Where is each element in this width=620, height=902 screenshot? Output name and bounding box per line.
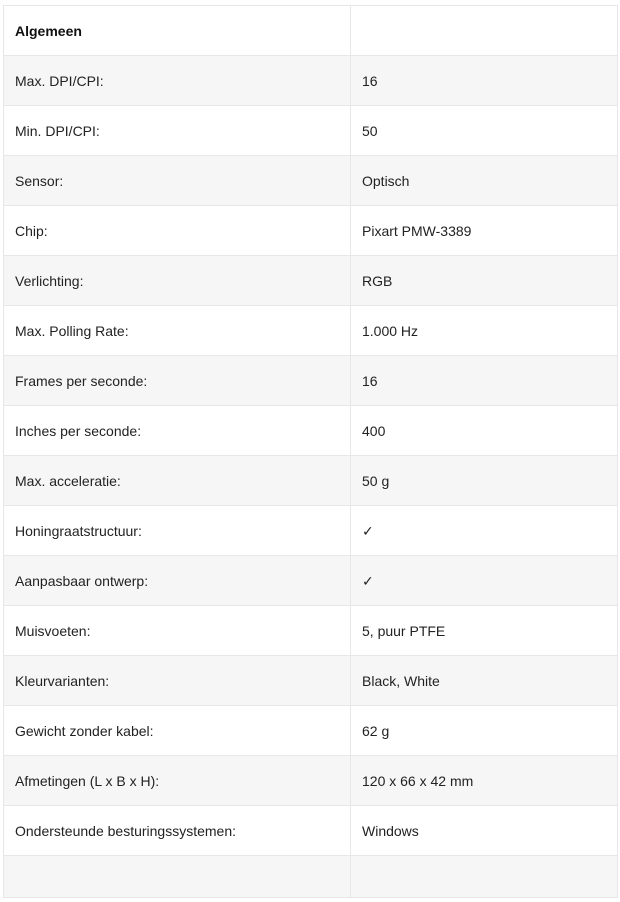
empty-cell xyxy=(4,856,351,898)
spec-label: Inches per seconde: xyxy=(4,406,351,456)
empty-cell xyxy=(351,856,618,898)
spec-table xyxy=(3,5,618,898)
table-row xyxy=(4,606,618,656)
spec-value: RGB xyxy=(351,256,618,306)
spec-value: 50 xyxy=(351,106,618,156)
spec-label: Gewicht zonder kabel: xyxy=(4,706,351,756)
spec-label: Max. acceleratie: xyxy=(4,456,351,506)
spec-label: Muisvoeten: xyxy=(4,606,351,656)
spec-label: Sensor: xyxy=(4,156,351,206)
spec-label: Kleurvarianten: xyxy=(4,656,351,706)
spec-label: Verlichting: xyxy=(4,256,351,306)
table-row xyxy=(4,656,618,706)
spec-value: Black, White xyxy=(351,656,618,706)
spec-label: Ondersteunde besturingssystemen: xyxy=(4,806,351,856)
table-row xyxy=(4,156,618,206)
spec-label: Min. DPI/CPI: xyxy=(4,106,351,156)
spec-value: 62 g xyxy=(351,706,618,756)
spec-value: 400 xyxy=(351,406,618,456)
section-header-empty-cell xyxy=(351,6,618,56)
spec-label: Honingraatstructuur: xyxy=(4,506,351,556)
table-row xyxy=(4,406,618,456)
spec-value: 16 xyxy=(351,56,618,106)
table-row xyxy=(4,706,618,756)
spec-label: Chip: xyxy=(4,206,351,256)
table-row xyxy=(4,206,618,256)
spec-label: Max. DPI/CPI: xyxy=(4,56,351,106)
spec-value: 16 xyxy=(351,356,618,406)
spec-value: Windows xyxy=(351,806,618,856)
spec-value: 5, puur PTFE xyxy=(351,606,618,656)
spec-value: Optisch xyxy=(351,156,618,206)
spec-label: Aanpasbaar ontwerp: xyxy=(4,556,351,606)
table-row xyxy=(4,356,618,406)
table-row xyxy=(4,806,618,856)
table-row xyxy=(4,256,618,306)
spec-value: 50 g xyxy=(351,456,618,506)
empty-table-row xyxy=(4,856,618,898)
table-row xyxy=(4,56,618,106)
table-row xyxy=(4,506,618,556)
spec-label: Afmetingen (L x B x H): xyxy=(4,756,351,806)
spec-value: 120 x 66 x 42 mm xyxy=(351,756,618,806)
spec-label: Frames per seconde: xyxy=(4,356,351,406)
spec-value: ✓ xyxy=(351,556,618,606)
section-title: Algemeen xyxy=(4,6,351,56)
section-header-row xyxy=(4,6,618,56)
spec-value: Pixart PMW-3389 xyxy=(351,206,618,256)
table-row xyxy=(4,756,618,806)
table-row xyxy=(4,106,618,156)
table-row xyxy=(4,556,618,606)
spec-table-body xyxy=(4,6,618,898)
spec-value: ✓ xyxy=(351,506,618,556)
spec-value: 1.000 Hz xyxy=(351,306,618,356)
table-row xyxy=(4,306,618,356)
table-row xyxy=(4,456,618,506)
spec-label: Max. Polling Rate: xyxy=(4,306,351,356)
